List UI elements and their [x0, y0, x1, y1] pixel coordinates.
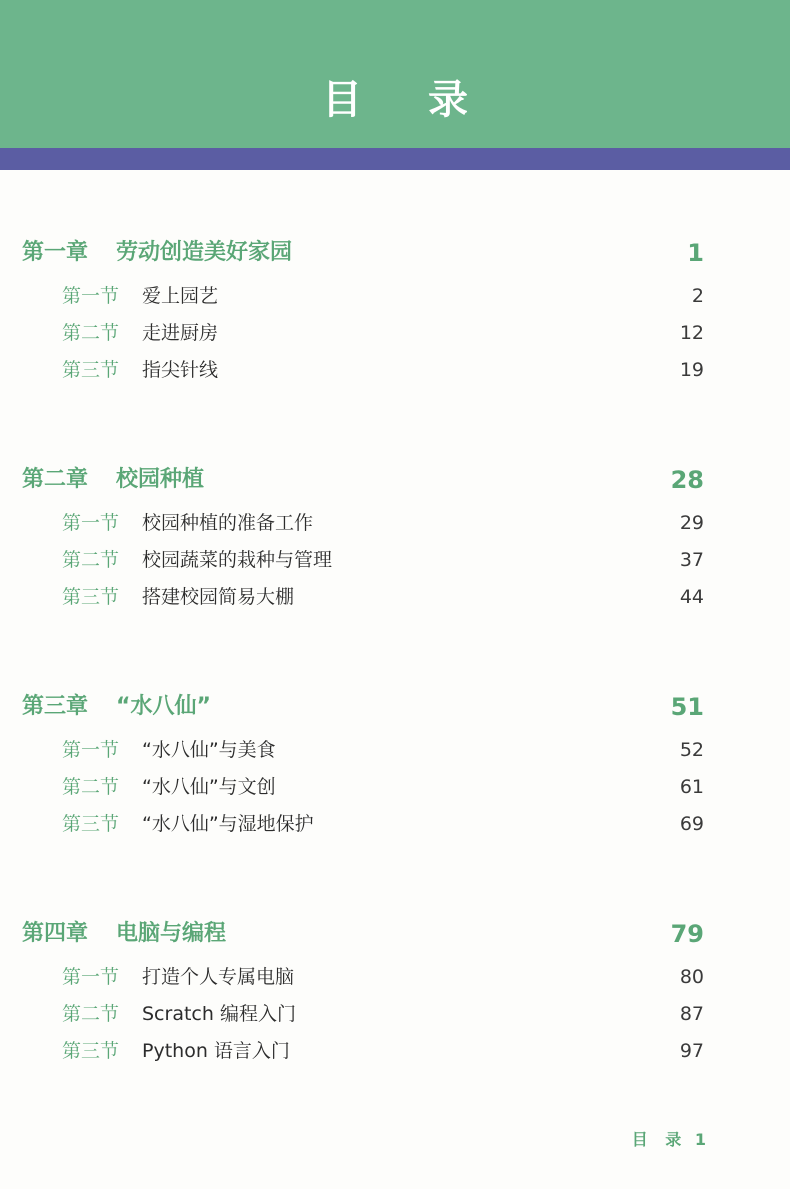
chapter-heading[interactable]	[22, 917, 704, 951]
section-page-number: 29	[679, 512, 704, 534]
section-number: 第二节	[62, 776, 120, 798]
chapter-number: 第一章	[22, 240, 89, 265]
section-item[interactable]	[62, 318, 704, 348]
section-title: “水八仙”与文创	[142, 776, 276, 798]
page-footer	[632, 1128, 706, 1152]
section-number: 第一节	[62, 966, 120, 988]
section-title: 打造个人专属电脑	[142, 966, 295, 988]
section-number: 第一节	[62, 285, 120, 307]
section-page-number: 80	[679, 966, 704, 988]
section-item[interactable]	[62, 508, 704, 538]
chapter-title: 劳动创造美好家园	[116, 240, 293, 265]
chapter-number: 第四章	[22, 921, 89, 946]
section-title: 校园蔬菜的栽种与管理	[142, 549, 333, 571]
section-title: Scratch 编程入门	[142, 1003, 296, 1025]
footer-label: 目 录	[631, 1130, 688, 1149]
page-title: 目 录	[322, 77, 494, 123]
section-title: 爱上园艺	[142, 285, 219, 307]
chapter-page-number: 28	[670, 466, 704, 494]
section-item[interactable]	[62, 962, 704, 992]
section-page-number: 69	[679, 813, 704, 835]
header-stripe	[0, 148, 790, 170]
section-number: 第三节	[62, 586, 120, 608]
chapter-number: 第二章	[22, 467, 89, 492]
chapter-heading[interactable]	[22, 463, 704, 497]
section-item[interactable]	[62, 735, 704, 765]
section-item[interactable]	[62, 809, 704, 839]
section-number: 第二节	[62, 322, 120, 344]
chapter-page-number: 51	[670, 693, 704, 721]
chapter-title: 电脑与编程	[116, 921, 227, 946]
section-page-number: 12	[679, 322, 704, 344]
chapter-title: “水八仙”	[116, 694, 211, 719]
section-number: 第三节	[62, 1040, 120, 1062]
section-item[interactable]	[62, 545, 704, 575]
section-item[interactable]	[62, 582, 704, 612]
chapter-number: 第三章	[22, 694, 89, 719]
chapter-page-number: 79	[670, 920, 704, 948]
section-title: Python 语言入门	[142, 1040, 290, 1062]
chapter-title: 校园种植	[116, 467, 205, 492]
section-page-number: 2	[691, 285, 704, 307]
section-number: 第二节	[62, 549, 120, 571]
section-item[interactable]	[62, 281, 704, 311]
section-title: “水八仙”与美食	[142, 739, 276, 761]
chapter-page-number: 1	[687, 239, 704, 267]
section-title: 指尖针线	[142, 359, 219, 381]
footer-page-number: 1	[694, 1130, 706, 1149]
chapter-heading[interactable]	[22, 236, 704, 270]
section-item[interactable]	[62, 772, 704, 802]
chapter-heading[interactable]	[22, 690, 704, 724]
section-page-number: 61	[679, 776, 704, 798]
section-page-number: 37	[679, 549, 704, 571]
section-title: 走进厨房	[142, 322, 219, 344]
section-number: 第二节	[62, 1003, 120, 1025]
section-item[interactable]	[62, 999, 704, 1029]
section-page-number: 44	[679, 586, 704, 608]
section-title: “水八仙”与湿地保护	[142, 813, 314, 835]
section-number: 第三节	[62, 813, 120, 835]
section-page-number: 19	[679, 359, 704, 381]
section-page-number: 97	[679, 1040, 704, 1062]
section-number: 第一节	[62, 739, 120, 761]
section-title: 校园种植的准备工作	[142, 512, 314, 534]
section-item[interactable]	[62, 1036, 704, 1066]
section-page-number: 52	[679, 739, 704, 761]
section-title: 搭建校园简易大棚	[142, 586, 295, 608]
section-item[interactable]	[62, 355, 704, 385]
section-number: 第一节	[62, 512, 120, 534]
section-number: 第三节	[62, 359, 120, 381]
section-page-number: 87	[679, 1003, 704, 1025]
